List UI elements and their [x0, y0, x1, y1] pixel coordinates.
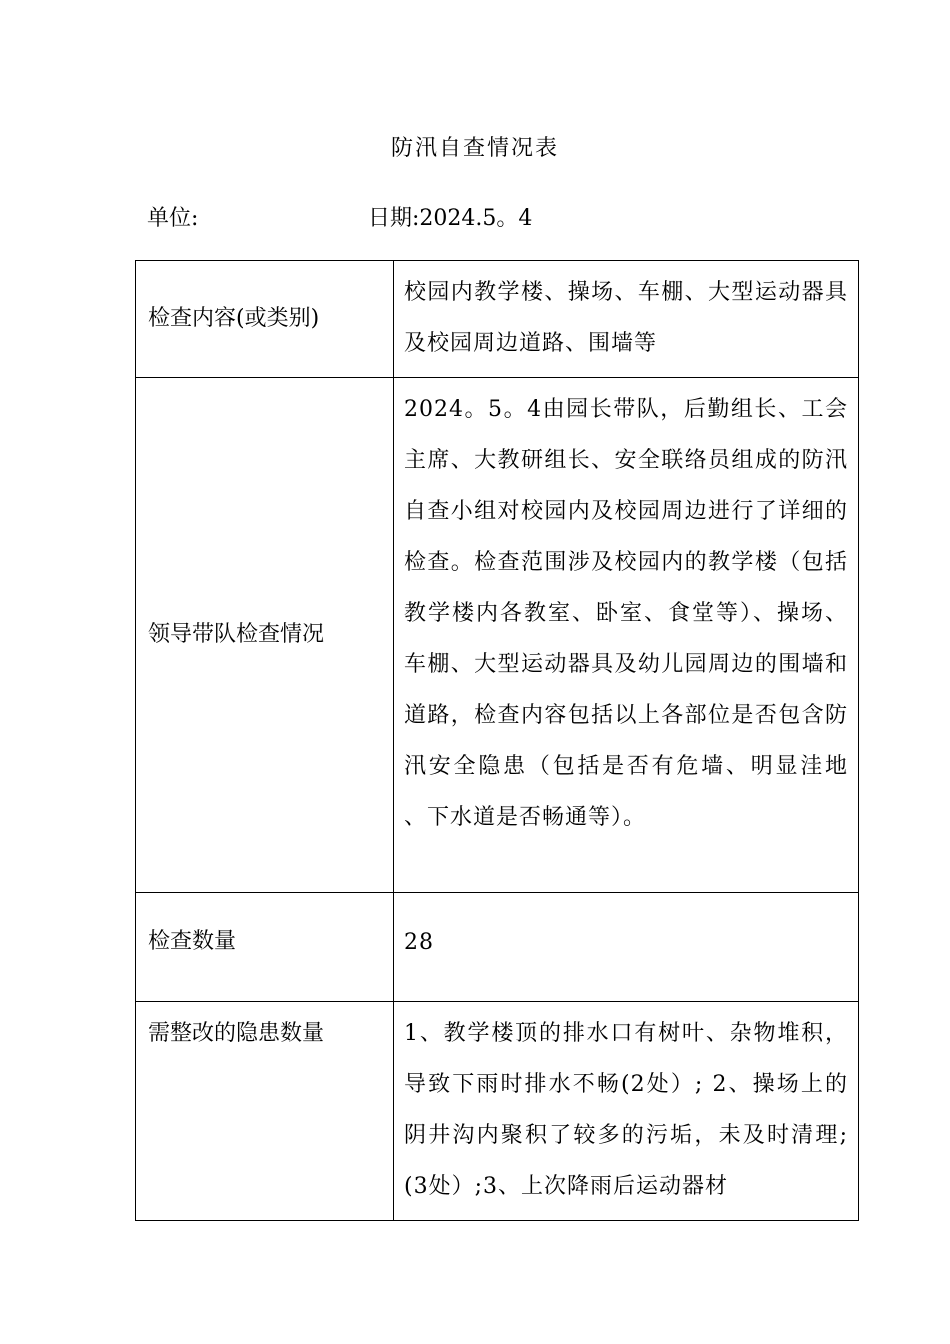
table-row: [136, 261, 859, 378]
row-label-inspection-content: 检查内容(或类别): [136, 261, 394, 378]
row-label-inspection-count: 检查数量: [136, 893, 394, 1002]
unit-label: 单位:: [147, 206, 199, 231]
date-label: 日期:2024.5。4: [368, 206, 533, 231]
row-label-hazard-count: 需整改的隐患数量: [136, 1002, 394, 1221]
row-value-hazard-count: 1、教学楼顶的排水口有树叶、杂物堆积，导致下雨时排水不畅(2处）; 2、操场上的阴井沟内聚积了较多的污垢，未及时清理;(3处）;3、上次降雨后运动器材: [394, 1002, 859, 1221]
document-title: 防汛自查情况表: [390, 136, 559, 161]
inspection-table: [135, 260, 859, 1221]
table-row: [136, 378, 859, 893]
row-label-leader-inspection: 领导带队检查情况: [136, 378, 394, 893]
table-row: [136, 893, 859, 1002]
table-row: [136, 1002, 859, 1221]
row-value-inspection-content: 校园内教学楼、操场、车棚、大型运动器具及校园周边道路、围墙等: [394, 261, 859, 378]
row-value-inspection-count: 28: [394, 893, 859, 1002]
row-value-leader-inspection: 2024。5。4由园长带队，后勤组长、工会主席、大教研组长、安全联络员组成的防汛自查小组对校园内及校园周边进行了详细的检查。检查范围涉及校园内的教学楼（包括教学楼内各教室、卧室、食堂等）、操场、车棚、大型运动器具及幼儿园周边的围墙和道路，检查内容包括以上各部位是否包含防汛安全隐患（包括是否有危墙、明显洼地 、下水道是否畅通等）。: [394, 378, 859, 893]
